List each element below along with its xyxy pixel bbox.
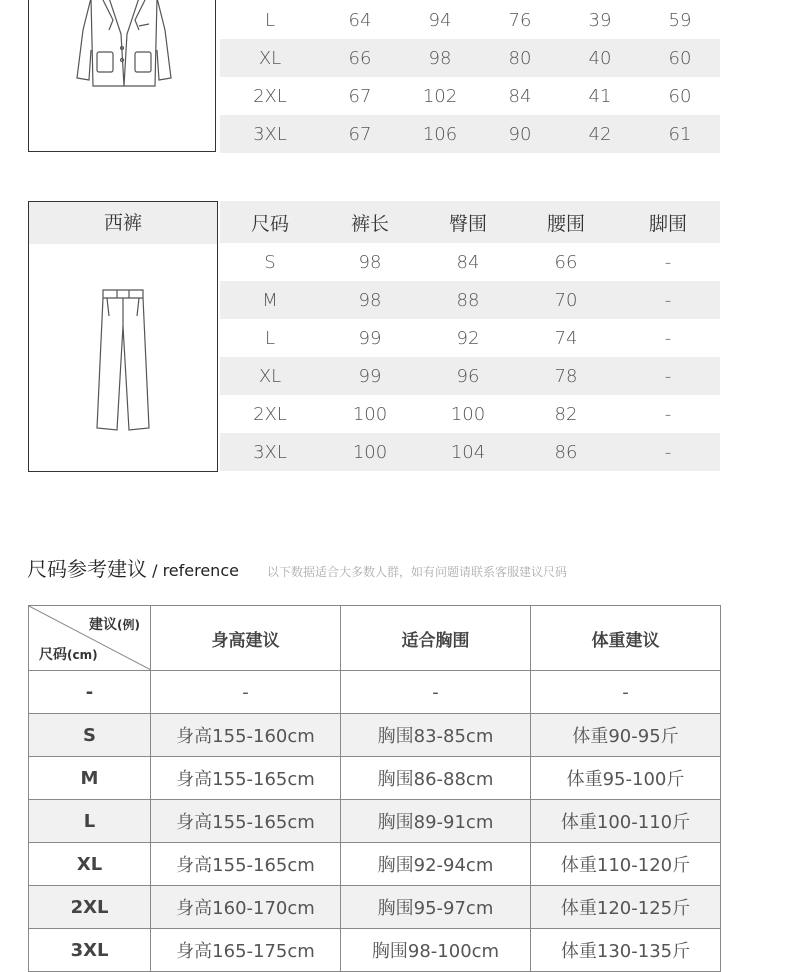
corner-label-top: 建议(例): [89, 617, 140, 633]
value-cell: 84: [508, 85, 532, 107]
size-reference-table: [28, 605, 721, 972]
chest-cell: -: [341, 671, 531, 714]
table-row: [220, 357, 720, 395]
corner-label-bottom: 尺码(cm): [39, 647, 98, 663]
jacket-illustration-box: [28, 0, 216, 152]
table-row: [220, 115, 720, 153]
table-row: [220, 395, 720, 433]
value-cell: 60: [640, 39, 720, 77]
column-header: 体重建议: [531, 606, 721, 671]
table-row: [220, 1, 720, 39]
reference-heading: [27, 553, 239, 582]
chest-cell: 胸围92-94cm: [341, 843, 531, 886]
table-header-row: [220, 201, 720, 243]
value-cell: -: [664, 251, 672, 273]
height-cell: 身高160-170cm: [151, 886, 341, 929]
size-cell: 3XL: [220, 115, 320, 153]
diagonal-header-cell: [29, 606, 151, 671]
value-cell: 86: [516, 433, 616, 471]
height-cell: 身高155-165cm: [151, 757, 341, 800]
table-row: [29, 800, 721, 843]
size-cell: -: [29, 671, 151, 714]
value-cell: 88: [420, 281, 516, 319]
weight-cell: 体重120-125斤: [531, 886, 721, 929]
table-row: [29, 886, 721, 929]
table-row: [220, 319, 720, 357]
column-header: 身高建议: [151, 606, 341, 671]
height-cell: 身高155-165cm: [151, 843, 341, 886]
size-cell: S: [29, 714, 151, 757]
value-cell: 98: [320, 281, 420, 319]
size-cell: XL: [220, 39, 320, 77]
reference-heading-en: reference: [162, 561, 239, 580]
value-cell: 41: [588, 85, 612, 107]
value-cell: 64: [348, 9, 372, 31]
reference-note: 以下数据适合大多数人群，如有问题请联系客服建议尺码: [267, 565, 568, 579]
size-cell: 2XL: [253, 85, 287, 107]
weight-cell: 体重100-110斤: [531, 800, 721, 843]
value-cell: 78: [516, 357, 616, 395]
table-row: [220, 243, 720, 281]
value-cell: 92: [456, 327, 480, 349]
value-cell: 106: [400, 115, 480, 153]
weight-cell: 体重130-135斤: [531, 929, 721, 972]
pants-title: 西裤: [29, 202, 217, 244]
value-cell: 59: [668, 9, 692, 31]
chest-cell: 胸围89-91cm: [341, 800, 531, 843]
chest-cell: 胸围83-85cm: [341, 714, 531, 757]
size-cell: 2XL: [29, 886, 151, 929]
value-cell: 61: [640, 115, 720, 153]
trousers-icon: [95, 286, 151, 436]
size-cell: L: [29, 800, 151, 843]
pants-illustration-box: [28, 201, 218, 472]
value-cell: 90: [480, 115, 560, 153]
value-cell: 66: [320, 39, 400, 77]
value-cell: 98: [400, 39, 480, 77]
value-cell: 40: [560, 39, 640, 77]
chest-cell: 胸围86-88cm: [341, 757, 531, 800]
height-cell: 身高165-175cm: [151, 929, 341, 972]
value-cell: 80: [480, 39, 560, 77]
value-cell: 99: [320, 357, 420, 395]
table-row: [220, 433, 720, 471]
value-cell: 98: [358, 251, 382, 273]
table-row: [29, 671, 721, 714]
value-cell: 76: [508, 9, 532, 31]
value-cell: 100: [320, 433, 420, 471]
table-row: [29, 714, 721, 757]
reference-heading-separator: /: [147, 561, 163, 580]
value-cell: 99: [358, 327, 382, 349]
weight-cell: 体重95-100斤: [531, 757, 721, 800]
size-cell: XL: [29, 843, 151, 886]
value-cell: 94: [428, 9, 452, 31]
height-cell: 身高155-160cm: [151, 714, 341, 757]
value-cell: 96: [420, 357, 516, 395]
weight-cell: 体重110-120斤: [531, 843, 721, 886]
value-cell: -: [616, 433, 720, 471]
value-cell: 102: [422, 85, 458, 107]
value-cell: 67: [348, 85, 372, 107]
height-cell: 身高155-165cm: [151, 800, 341, 843]
chest-cell: 胸围95-97cm: [341, 886, 531, 929]
size-cell: S: [264, 251, 276, 273]
value-cell: 60: [668, 85, 692, 107]
value-cell: 42: [560, 115, 640, 153]
table-row: [29, 929, 721, 972]
jacket-icon: [69, 0, 179, 90]
size-cell: XL: [220, 357, 320, 395]
value-cell: 100: [450, 403, 486, 425]
column-header: 裤长: [320, 201, 420, 243]
table-header-row: [29, 606, 721, 671]
size-cell: M: [29, 757, 151, 800]
value-cell: 104: [420, 433, 516, 471]
table-row: [220, 39, 720, 77]
jacket-size-table: [220, 1, 720, 153]
table-row: [29, 757, 721, 800]
value-cell: 84: [456, 251, 480, 273]
column-header: 尺码: [220, 201, 320, 243]
pants-size-table: [220, 201, 720, 471]
column-header: 适合胸围: [341, 606, 531, 671]
size-cell: M: [220, 281, 320, 319]
size-cell: 2XL: [253, 403, 287, 425]
table-row: [29, 843, 721, 886]
value-cell: 67: [320, 115, 400, 153]
reference-heading-cn: 尺码参考建议: [27, 557, 147, 581]
value-cell: -: [664, 327, 672, 349]
value-cell: 39: [588, 9, 612, 31]
column-header: 脚围: [616, 201, 720, 243]
column-header: 腰围: [516, 201, 616, 243]
table-row: [220, 77, 720, 115]
chest-cell: 胸围98-100cm: [341, 929, 531, 972]
size-cell: L: [264, 327, 276, 349]
size-cell: 3XL: [220, 433, 320, 471]
weight-cell: 体重90-95斤: [531, 714, 721, 757]
value-cell: 70: [516, 281, 616, 319]
value-cell: 82: [554, 403, 578, 425]
column-header: 臀围: [420, 201, 516, 243]
table-row: [220, 281, 720, 319]
size-cell: L: [264, 9, 276, 31]
value-cell: -: [664, 403, 672, 425]
value-cell: -: [616, 357, 720, 395]
value-cell: 74: [554, 327, 578, 349]
value-cell: 66: [554, 251, 578, 273]
value-cell: 100: [352, 403, 388, 425]
size-cell: 3XL: [29, 929, 151, 972]
value-cell: -: [616, 281, 720, 319]
weight-cell: -: [531, 671, 721, 714]
height-cell: -: [151, 671, 341, 714]
